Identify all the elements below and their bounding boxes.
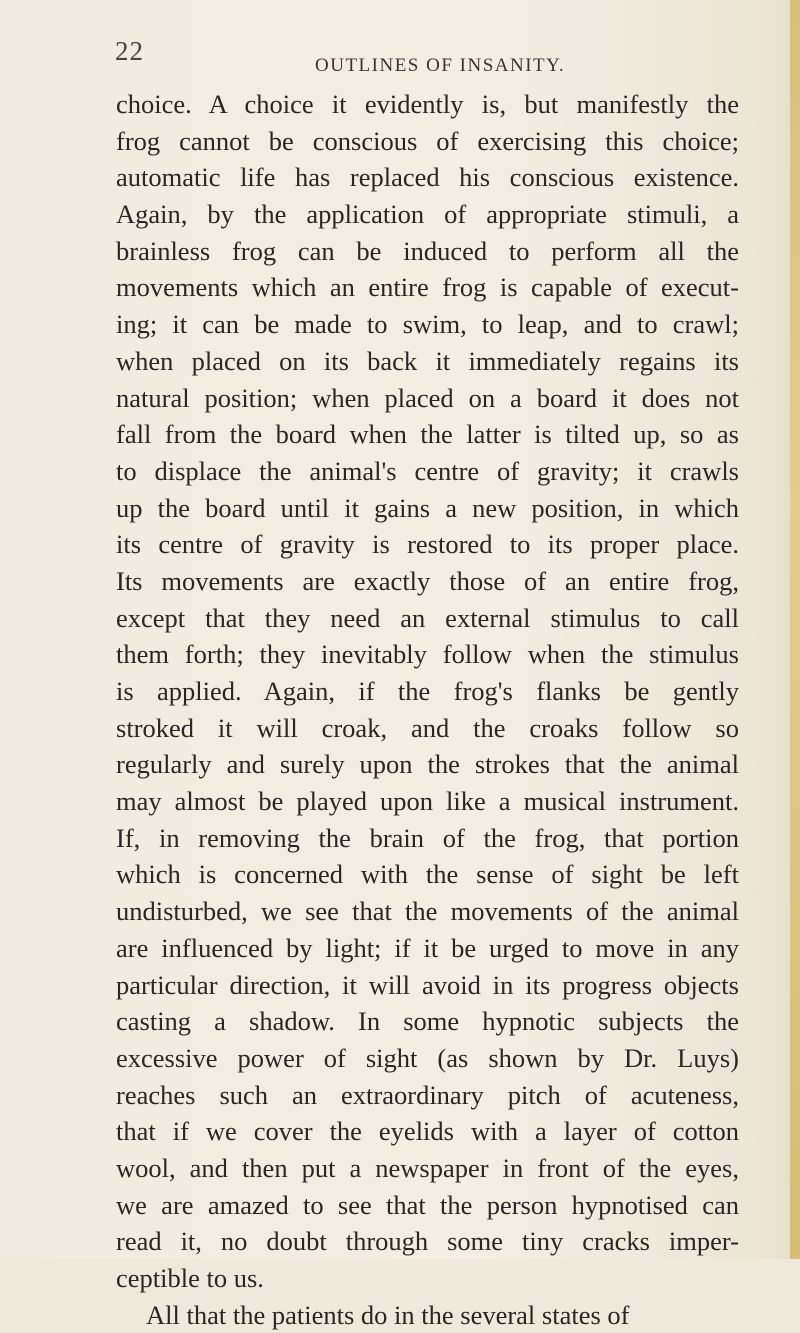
text-line: particular direction, it will avoid in its progress objects xyxy=(116,969,739,1000)
text-line: excessive power of sight (as shown by Dr. Luys) xyxy=(116,1042,739,1073)
body-text xyxy=(116,86,739,1333)
page-edge xyxy=(790,0,800,1259)
text-line: may almost be played upon like a musical instrument. xyxy=(116,786,739,817)
running-head: OUTLINES OF INSANITY. xyxy=(315,55,566,76)
text-line: which is concerned with the sense of sight be left xyxy=(116,859,739,890)
text-line: to displace the animal's centre of gravity; it crawls xyxy=(116,455,739,486)
text-line: is applied. Again, if the frog's flanks be gently xyxy=(116,676,739,706)
text-line: brainless frog can be induced to perform all the xyxy=(116,235,739,266)
text-line: them forth; they inevitably follow when the stimulus xyxy=(116,639,739,670)
text-line: regularly and surely upon the strokes that the animal xyxy=(116,749,739,780)
text-line: Again, by the application of appropriate stimuli, a xyxy=(116,199,739,230)
next-paragraph-line: All that the patients do in the several states of xyxy=(146,1299,630,1330)
page-number: 22 xyxy=(115,36,144,66)
text-line: Its movements are exactly those of an entire frog, xyxy=(116,565,739,596)
text-line: If, in removing the brain of the frog, that portion xyxy=(116,822,739,853)
text-line: choice. A choice it evidently is, but manifestly the xyxy=(116,89,739,119)
text-line: are influenced by light; if it be urged to move in any xyxy=(116,932,739,963)
text-line: stroked it will croak, and the croaks follow so xyxy=(116,712,739,743)
text-line: except that they need an external stimulus to call xyxy=(116,602,739,633)
text-line: when placed on its back it immediately regains its xyxy=(116,345,739,376)
text-line: that if we cover the eyelids with a layer of cotton xyxy=(116,1116,739,1147)
paragraph-end-line: ceptible to us. xyxy=(116,1263,264,1293)
text-line: frog cannot be conscious of exercising this choice; xyxy=(116,125,739,156)
text-line: undisturbed, we see that the movements of the animal xyxy=(116,896,739,927)
text-line: ing; it can be made to swim, to leap, and to crawl; xyxy=(116,309,739,340)
text-line: reaches such an extraordinary pitch of acuteness, xyxy=(116,1079,739,1110)
text-line: fall from the board when the latter is tilted up, so as xyxy=(116,419,739,450)
text-line: read it, no doubt through some tiny cracks imper- xyxy=(116,1226,739,1257)
text-line: natural position; when placed on a board it does not xyxy=(116,382,739,413)
text-line: wool, and then put a newspaper in front of the eyes, xyxy=(116,1152,739,1183)
text-line: automatic life has replaced his conscious existence. xyxy=(116,162,739,193)
text-line: up the board until it gains a new position, in which xyxy=(116,492,739,523)
text-line: its centre of gravity is restored to its proper place. xyxy=(116,529,739,560)
text-line: casting a shadow. In some hypnotic subjects the xyxy=(116,1006,739,1037)
text-line: we are amazed to see that the person hypnotised can xyxy=(116,1189,739,1220)
text-line: movements which an entire frog is capable of execut- xyxy=(116,272,739,303)
